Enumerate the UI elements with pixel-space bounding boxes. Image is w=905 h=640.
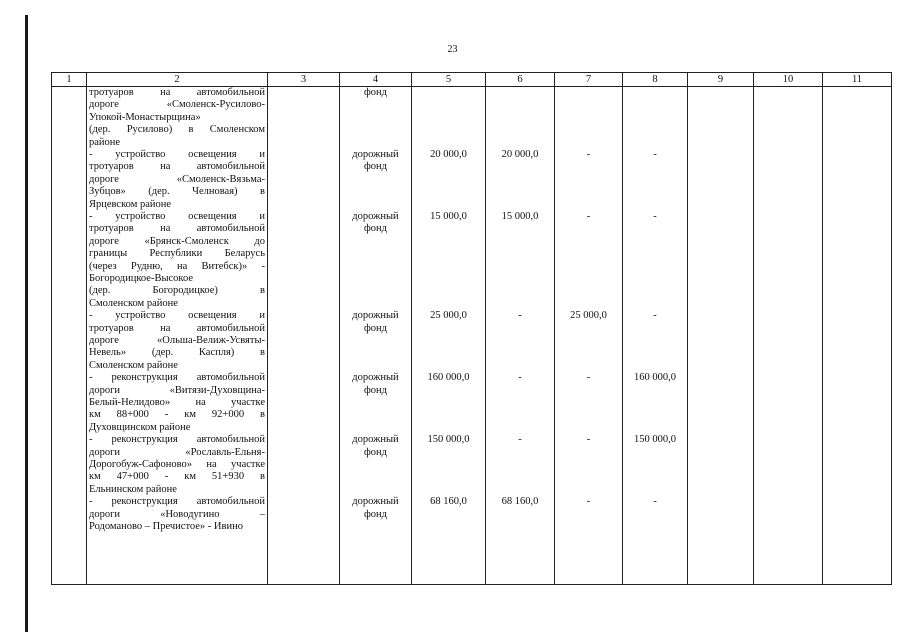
description-line: районе (89, 136, 121, 148)
entry-segment (412, 496, 485, 533)
amount-value: - (586, 434, 591, 446)
description-line: тротуаров на автомобильной (89, 223, 265, 235)
column-header: 3 (268, 73, 340, 87)
entry-segment (623, 310, 687, 372)
funding-source-line: фонд (363, 508, 387, 520)
amount-value: - (518, 434, 522, 446)
entry-segment (412, 149, 485, 211)
entry-segment (87, 496, 267, 533)
funding-source-line: дорожный (352, 434, 399, 446)
entry-segment (555, 149, 622, 211)
amount-value: - (653, 310, 657, 322)
funding-source-line: фонд (363, 384, 387, 396)
description-line: Упокой-Монастырщина» (89, 111, 201, 123)
entry-segment (623, 434, 687, 496)
entry-segment (340, 87, 411, 149)
funding-source-line: дорожный (352, 211, 399, 222)
description-line: тротуаров на автомобильной (89, 322, 265, 334)
description-line: - устройство освещения и (89, 211, 265, 222)
description-line: Духовщинском районе (89, 421, 191, 433)
funding-source-line: дорожный (352, 372, 399, 384)
description-line: Ярцевском районе (89, 198, 172, 210)
cell-col-9 (688, 87, 754, 585)
amount-value: 25 000,0 (430, 310, 467, 322)
entry-segment (87, 87, 267, 149)
amount-value: - (653, 211, 657, 222)
amount-value: - (518, 310, 522, 322)
entry-segment (555, 496, 622, 533)
entry-segment (555, 372, 622, 434)
funding-source-line: фонд (363, 223, 387, 235)
entry-segment (486, 310, 554, 372)
entry-segment (486, 149, 554, 211)
cell-col-3 (268, 87, 340, 585)
description-line: км 47+000 - км 51+930 в (89, 471, 265, 483)
description-line: Невель» (дер. Каспля) в (89, 347, 265, 359)
description-line: Смоленском районе (89, 359, 178, 371)
entry-segment (486, 211, 554, 310)
funding-source-line: фонд (363, 446, 387, 458)
description-line: дороге «Брянск-Смоленск до (89, 235, 265, 247)
funding-source-line: фонд (363, 87, 387, 98)
cell-col-11 (823, 87, 892, 585)
column-header: 9 (688, 73, 754, 87)
description-line: (дер. Богородицкое) в (89, 285, 265, 297)
column-header: 11 (823, 73, 892, 87)
description-line: - реконструкция автомобильной (89, 372, 265, 384)
column-header: 6 (486, 73, 555, 87)
entry-segment (623, 496, 687, 533)
entry-segment (87, 310, 267, 372)
description-line: дороги «Витязи-Духовщина- (89, 384, 265, 396)
description-line: дороги «Новодугино – (89, 508, 265, 520)
description-line: км 88+000 - км 92+000 в (89, 409, 265, 421)
amount-value: 150 000,0 (634, 434, 676, 446)
amount-value: - (586, 372, 591, 384)
page-number: 23 (447, 44, 458, 55)
amount-value: 160 000,0 (634, 372, 676, 384)
amount-value: 15 000,0 (501, 211, 539, 222)
cell-col-6 (486, 87, 555, 585)
page-edge-rule (25, 15, 28, 632)
entry-segment (486, 87, 554, 149)
description-line: Родоманово – Пречистое» - Ивино (89, 521, 243, 532)
amount-value: 160 000,0 (427, 372, 470, 384)
entry-segment (412, 310, 485, 372)
cell-col-1 (52, 87, 87, 585)
funding-source-line: фонд (363, 161, 387, 173)
amount-value: - (586, 496, 591, 508)
column-header: 7 (555, 73, 623, 87)
description-line: - реконструкция автомобильной (89, 496, 265, 508)
description-line: границы Республики Беларусь (89, 248, 265, 260)
entry-segment (87, 211, 267, 310)
description-line: - реконструкция автомобильной (89, 434, 265, 446)
description-line: дороги «Рославль-Ельня- (89, 446, 265, 458)
entry-segment (486, 434, 554, 496)
description-line: (дер. Русилово) в Смоленском (89, 124, 265, 136)
cell-col-2 (87, 87, 268, 585)
funding-source-line: фонд (363, 322, 387, 334)
entry-segment (340, 496, 411, 533)
amount-value: 68 160,0 (501, 496, 539, 508)
cell-col-7 (555, 87, 623, 585)
amount-value: - (518, 372, 522, 384)
description-line: тротуаров на автомобильной (89, 87, 265, 98)
cell-col-4 (340, 87, 412, 585)
description-line: дороге «Смоленск-Русилово- (89, 99, 265, 111)
funding-source-line: дорожный (352, 496, 399, 508)
description-line: - устройство освещения и (89, 149, 265, 160)
description-line: (через Рудню, на Витебск)» - (89, 260, 265, 272)
amount-value: 150 000,0 (427, 434, 470, 446)
description-line: Зубцов» (дер. Челновая) в (89, 186, 265, 198)
entry-segment (87, 372, 267, 434)
amount-value: - (653, 496, 657, 508)
entry-segment (555, 310, 622, 372)
description-line: Богородицкое-Высокое (89, 273, 194, 285)
column-header: 2 (87, 73, 268, 87)
entry-segment (340, 211, 411, 310)
entry-segment (412, 434, 485, 496)
description-line: Смоленском районе (89, 297, 178, 309)
amount-value: 20 000,0 (501, 149, 539, 160)
entry-segment (340, 434, 411, 496)
description-line: Белый-Нелидово» на участке (89, 397, 265, 408)
description-line: дороге «Ольша-Велиж-Усвяты- (89, 335, 265, 346)
description-line: тротуаров на автомобильной (89, 161, 265, 173)
column-header: 1 (52, 73, 87, 87)
cell-col-5 (412, 87, 486, 585)
column-header: 4 (340, 73, 412, 87)
header-row (52, 73, 892, 87)
entry-segment (340, 310, 411, 372)
entry-segment (486, 496, 554, 533)
cell-col-10 (754, 87, 823, 585)
entry-segment (340, 149, 411, 211)
entry-segment (412, 211, 485, 310)
entry-segment (340, 372, 411, 434)
funding-source-line: дорожный (352, 310, 399, 322)
amount-value: 15 000,0 (430, 211, 467, 222)
funding-source-line: дорожный (352, 149, 399, 160)
entry-segment (623, 87, 687, 149)
entry-segment (623, 211, 687, 310)
entry-segment (555, 211, 622, 310)
entry-segment (87, 434, 267, 496)
entry-segment (412, 372, 485, 434)
column-header: 8 (623, 73, 688, 87)
entry-segment (555, 434, 622, 496)
entry-segment (412, 87, 485, 149)
amount-value: - (653, 149, 657, 160)
entry-segment (87, 149, 267, 211)
description-line: Дорогобуж-Сафоново» на участке (89, 459, 265, 470)
entry-segment (555, 87, 622, 149)
entry-segment (623, 372, 687, 434)
description-line: Ельнинском районе (89, 483, 177, 495)
description-line: дороге «Смоленск-Вязьма- (89, 173, 265, 185)
amount-value: 25 000,0 (570, 310, 607, 322)
entry-segment (486, 372, 554, 434)
amount-value: - (586, 149, 591, 160)
table-body-row (52, 87, 892, 585)
description-line: - устройство освещения и (89, 310, 265, 322)
entry-segment (623, 149, 687, 211)
cell-col-8 (623, 87, 688, 585)
amount-value: 68 160,0 (430, 496, 467, 508)
column-header: 5 (412, 73, 486, 87)
amount-value: 20 000,0 (430, 149, 467, 160)
column-header: 10 (754, 73, 823, 87)
budget-table (51, 72, 892, 585)
amount-value: - (586, 211, 591, 222)
